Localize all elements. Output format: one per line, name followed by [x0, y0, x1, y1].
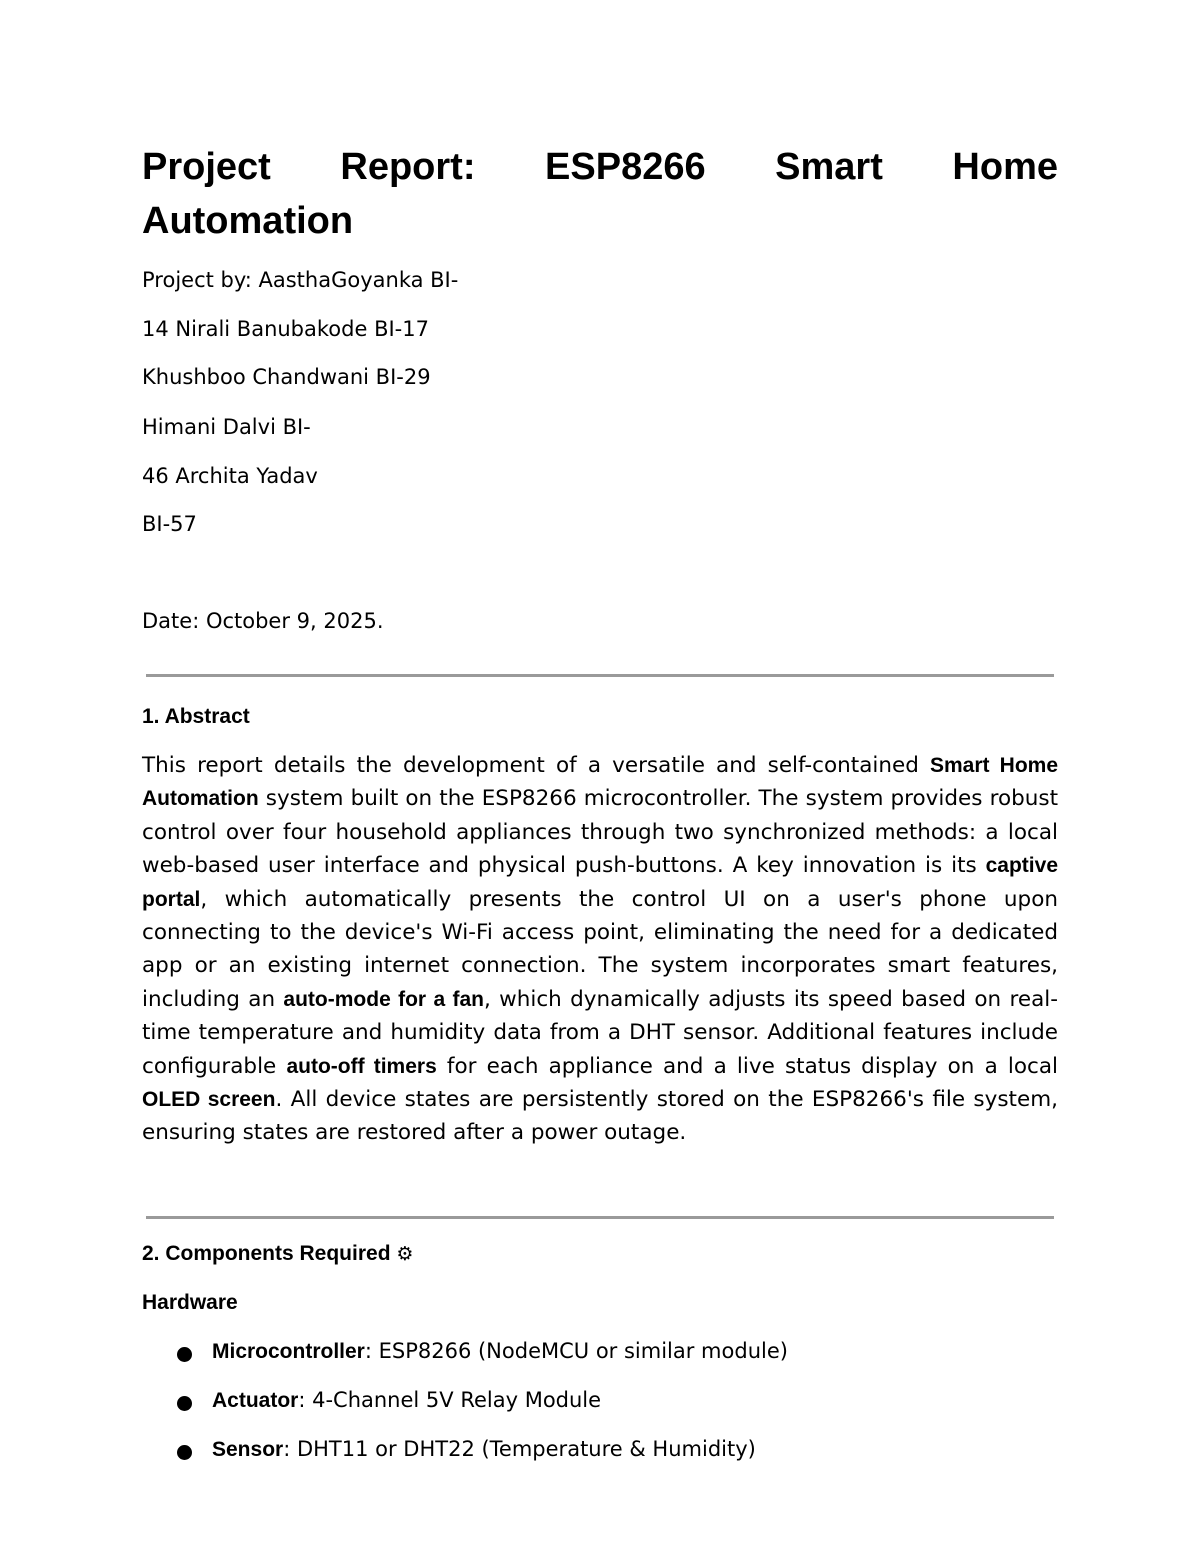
report-title	[142, 140, 1058, 248]
title-line-1	[142, 140, 1058, 194]
list-item	[142, 1383, 1058, 1432]
abstract-emphasis: auto-mode for a fan	[283, 987, 484, 1011]
item-label: Sensor	[212, 1438, 284, 1461]
abstract-emphasis: Smart Home Automation	[142, 754, 1058, 811]
abstract-text: , which dynamically adjusts its speed based on real-time temperature and humidity data from a DHT sensor. Additional features include configurable	[142, 986, 1058, 1079]
abstract-text: This report details the development of a versatile and self-contained	[142, 753, 930, 778]
abstract-text: . All device states are persistently stored on the ESP8266's file system, ensuring states are restored after a power outage.	[142, 1087, 1058, 1146]
author-line: Project by: AasthaGoyanka BI-	[142, 268, 459, 292]
section-divider	[146, 1216, 1054, 1219]
item-label: Microcontroller	[212, 1340, 365, 1363]
item-value: : DHT11 or DHT22 (Temperature & Humidity)	[283, 1437, 756, 1461]
title-word: Home	[952, 146, 1058, 188]
components-heading	[142, 1240, 413, 1268]
section-divider	[146, 674, 1054, 677]
abstract-paragraph	[142, 749, 1058, 1150]
bullet-icon	[177, 1396, 192, 1411]
components-heading-text: 2. Components Required	[142, 1242, 391, 1265]
author-line: 46 Archita Yadav	[142, 464, 318, 488]
abstract-emphasis: captive portal	[142, 854, 1058, 911]
abstract-text: system built on the ESP8266 microcontroller. The system provides robust control over four household appliances through two synchronized methods: a local web-based user interface and physical push-buttons. A key innovation is its	[142, 786, 1058, 879]
abstract-emphasis: OLED screen	[142, 1088, 276, 1112]
gear-icon: ⚙	[396, 1243, 414, 1265]
item-label: Actuator	[212, 1389, 299, 1412]
list-item	[142, 1334, 1058, 1383]
title-line-2: Automation	[142, 200, 354, 242]
abstract-text: , which automatically presents the control UI on a user's phone upon connecting to the device's Wi-Fi access point, eliminating the need for a dedicated app or an existing internet connection. The system incorporates smart features, including an	[142, 886, 1058, 1012]
abstract-heading: 1. Abstract	[142, 705, 250, 728]
bullet-icon	[177, 1347, 192, 1362]
author-line: 14 Nirali Banubakode BI-17	[142, 317, 429, 341]
author-line: Himani Dalvi BI-	[142, 415, 311, 439]
list-item	[142, 1432, 1058, 1481]
hardware-list	[142, 1334, 1058, 1481]
title-word: Project	[142, 146, 271, 188]
bullet-icon	[177, 1445, 192, 1460]
abstract-emphasis: auto-off timers	[286, 1054, 437, 1078]
author-line: Khushboo Chandwani BI-29	[142, 365, 431, 389]
author-line: BI-57	[142, 512, 197, 536]
abstract-text: for each appliance and a live status display on a local	[436, 1053, 1058, 1079]
title-word: Report:	[340, 146, 476, 188]
hardware-subheading: Hardware	[142, 1291, 238, 1314]
report-date: Date: October 9, 2025.	[142, 609, 384, 633]
item-value: : 4-Channel 5V Relay Module	[298, 1388, 602, 1412]
title-word: ESP8266	[545, 146, 706, 188]
title-word: Smart	[775, 146, 883, 188]
item-value: : ESP8266 (NodeMCU or similar module)	[364, 1339, 788, 1363]
